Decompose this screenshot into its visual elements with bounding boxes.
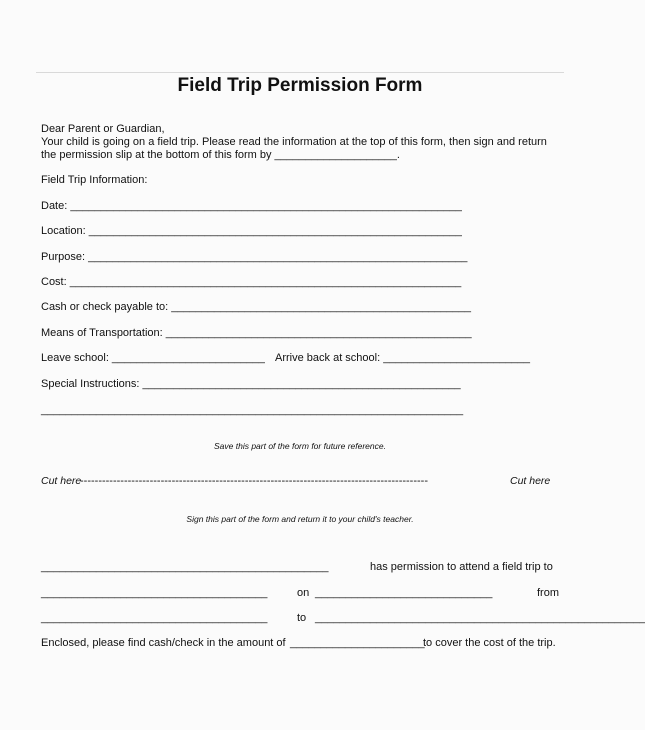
extra-blank-line: _____________________________________________________________________ <box>41 404 464 416</box>
cut-here-right: Cut here <box>510 475 551 487</box>
payable-field: Cash or check payable to: _________________________________________________ <box>41 301 472 313</box>
intro-line-2: the permission slip at the bottom of this form by ____________________. <box>41 149 400 161</box>
arrive-back-field: Arrive back at school: ________________________ <box>275 352 531 364</box>
end-time-blank: ______________________________________________________ <box>315 612 645 624</box>
leave-school-field: Leave school: _________________________ <box>41 352 265 364</box>
enclosed-text: Enclosed, please find cash/check in the amount of <box>41 637 286 649</box>
to-label: to <box>297 612 307 624</box>
start-time-blank: _____________________________________ <box>41 612 268 624</box>
intro-line-1: Your child is going on a field trip. Please read the information at the top of this form, then sign and return <box>41 136 547 148</box>
save-note: Save this part of the form for future reference. <box>214 441 386 451</box>
greeting: Dear Parent or Guardian, <box>41 123 165 135</box>
cost-field: Cost: ________________________________________________________________ <box>41 276 462 288</box>
destination-blank: _____________________________________ <box>41 587 268 599</box>
trip-date-blank: _____________________________ <box>315 587 493 599</box>
top-divider <box>36 72 564 73</box>
permission-text: has permission to attend a field trip to <box>370 561 553 573</box>
purpose-field: Purpose: ______________________________________________________________ <box>41 251 468 263</box>
special-instructions-field: Special Instructions: ____________________________________________________ <box>41 378 461 390</box>
cost-text: to cover the cost of the trip. <box>423 637 556 649</box>
on-label: on <box>297 587 310 599</box>
cut-line: ----------------------------------------------------------------------------------------------- <box>80 475 428 487</box>
from-label: from <box>537 587 559 599</box>
section-heading: Field Trip Information: <box>41 174 148 186</box>
sign-note: Sign this part of the form and return it to your child's teacher. <box>186 514 414 524</box>
page-title: Field Trip Permission Form <box>177 75 423 96</box>
location-field: Location: _____________________________________________________________ <box>41 225 462 237</box>
transport-field: Means of Transportation: __________________________________________________ <box>41 327 472 339</box>
amount-blank: ______________________ <box>290 637 425 649</box>
cut-here-left: Cut here <box>41 475 82 487</box>
student-name-blank: _______________________________________________ <box>41 561 329 573</box>
date-field: Date: ________________________________________________________________ <box>41 200 462 212</box>
